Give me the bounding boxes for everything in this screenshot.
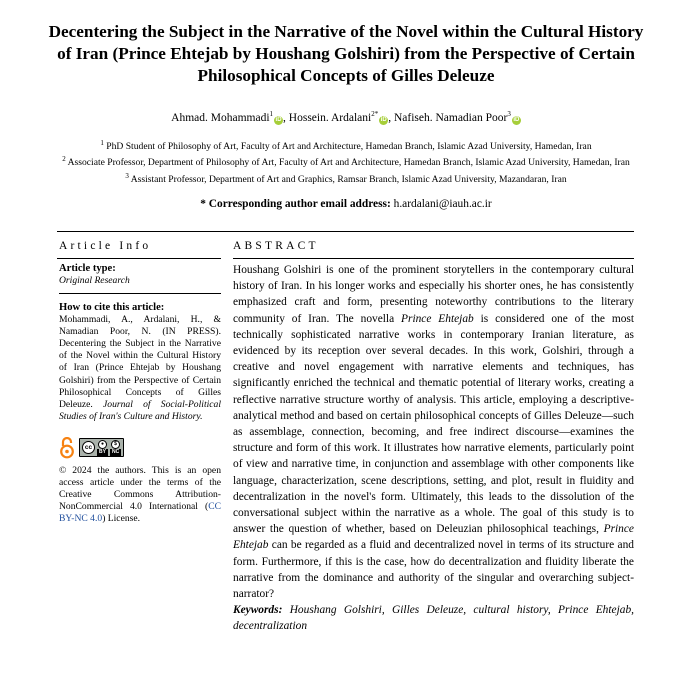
author-affil-number: 1 xyxy=(269,110,274,118)
orcid-icon[interactable]: iD xyxy=(275,116,282,123)
abstract-title-ref: Prince Ehtejab xyxy=(401,312,474,325)
abstract-body xyxy=(233,262,634,635)
license-badges xyxy=(59,437,221,459)
affiliation-number: 1 xyxy=(100,139,104,147)
info-divider xyxy=(59,293,221,294)
abstract-text: is considered one of the most technically sophisticated narrative works in contemporary Iranian literature, as evidenced by its reception over several decades. In this work, Golshiri, through a creative and novel engagement with narrative elements and techniques, has significantly enriched the technical and thematic potential of literary works, creating a reflective narrative structure worthy of analysis. This article, employing a descriptive-analytical method and based on certain philosophical concepts of Gilles Deleuze—such as assemblage, connection, becoming, and free indirect discourse—examines the structure and form of this work. It illustrates how narrative elements, particularly point of view and narrative time, in conjunction and assemblage with other components like language, characterization, scene descriptions, setting, and plot, result in fluidity and decentralization in the novel's form. Ultimately, this leads to the dissolution of the conversational subject within the narrative as a whole. The goal of this study is to answer the question of whether, based on Deleuzian philosophical teachings, xyxy=(233,312,635,536)
author-separator: , xyxy=(388,111,394,124)
article-info-column xyxy=(59,262,221,525)
author-list xyxy=(40,110,652,125)
author-affil-number: 2* xyxy=(371,110,379,118)
orcid-icon[interactable]: iD xyxy=(513,116,520,123)
affiliation-number: 3 xyxy=(125,171,129,180)
orcid-icon[interactable]: iD xyxy=(380,116,387,123)
cc-by-nc-badge[interactable] xyxy=(79,438,124,457)
abstract-text: can be regarded as a fluid and decentralized novel in terms of its structure and form. Furthermore, if this is the case, how do decentralization and fluidity liberate the narrative from the dominance and authority of the singular and overarching subject-narrator? xyxy=(233,539,634,601)
affiliation-text: Assistant Professor, Department of Art and Graphics, Ramsar Branch, Islamic Azad University, Mazandaran, Iran xyxy=(130,174,567,186)
corresponding-email[interactable]: h.ardalani@iauh.ac.ir xyxy=(393,198,492,210)
no-dollar-icon: $ xyxy=(111,440,120,449)
author-separator: , xyxy=(283,111,289,124)
nc-icon xyxy=(110,440,121,456)
by-label: BY xyxy=(99,448,106,455)
citation-body: Mohammadi, A., Ardalani, H., & Namadian Poor, N. (IN PRESS). Decentering the Subject in the Narrative of the Novel within the Cultural History of Iran (Prince Ehtejab by Houshang Golshiri) from the Perspective of Certain Philosophical Concepts of Gilles Deleuze. xyxy=(59,314,221,410)
author-name: Nafiseh. Namadian Poor xyxy=(393,111,508,124)
affiliation-item xyxy=(60,170,632,186)
keywords xyxy=(233,602,634,634)
abstract-text: Houshang Golshiri is one of the prominent storytellers in the contemporary cultural history of Iran. In his longer works and especially his shorter ones, he has consistently emphasized craft and form, presenting noteworthy contributions to the literary community of Iran. The novella xyxy=(233,264,634,325)
author-name: Ahmad. Mohammadi xyxy=(171,111,270,124)
abstract-heading: ABSTRACT xyxy=(233,240,319,252)
article-info-heading: Article Info xyxy=(59,240,152,252)
citation-text xyxy=(59,314,221,423)
affiliation-number: 2 xyxy=(62,155,66,164)
abstract-divider xyxy=(233,258,634,259)
keywords-label: Keywords: xyxy=(233,604,283,617)
by-icon xyxy=(97,440,108,456)
cite-label: How to cite this article: xyxy=(59,302,165,314)
corresponding-author xyxy=(40,198,652,210)
author-name: Hossein. Ardalani xyxy=(288,111,372,124)
citation-journal: Journal of Social-Political Studies of Iran's Culture and History. xyxy=(59,398,221,422)
cc-icon: cc xyxy=(82,441,95,454)
corresponding-label: * Corresponding author email address: xyxy=(200,198,391,210)
author-affil-number: 3 xyxy=(507,110,511,118)
keywords-value: Houshang Golshiri, Gilles Deleuze, cultural history, Prince Ehtejab, decentralization xyxy=(233,604,634,633)
open-access-lock-icon xyxy=(59,437,75,459)
article-type-value: Original Research xyxy=(59,275,130,286)
article-type-label: Article type: xyxy=(59,263,116,274)
section-divider xyxy=(57,231,634,232)
nc-label: NC xyxy=(111,448,120,455)
license-body: © 2024 the authors. This is an open access article under the terms of the Creative Commons Attribution-NonCommercial 4.0 International ( xyxy=(59,464,221,513)
license-end: ) License. xyxy=(102,513,141,525)
affiliations xyxy=(60,137,632,186)
license-text xyxy=(59,465,221,525)
license-link[interactable]: CC BY-NC 4.0 xyxy=(59,501,221,525)
paper-title: Decentering the Subject in the Narrative of the Novel within the Cultural History of Iran (Prince Ehtejab by Houshang Golshiri) from the Perspective of Certain Philosophical Concepts of Gilles Deleuze xyxy=(48,22,644,85)
affiliation-text: PhD Student of Philosophy of Art, Faculty of Art and Architecture, Hamedan Branch, Islamic Azad University, Hamedan, Iran xyxy=(106,141,592,153)
info-divider xyxy=(57,258,221,259)
affiliation-text: Associate Professor, Department of Philosophy of Art, Faculty of Art and Architecture, Hamedan Branch, Islamic Azad University, Hamedan, Iran xyxy=(67,157,630,169)
affiliation-item xyxy=(60,153,632,169)
abstract-title-ref: Prince Ehtejab xyxy=(233,523,634,552)
person-icon: ● xyxy=(98,440,107,449)
affiliation-item xyxy=(60,137,632,153)
